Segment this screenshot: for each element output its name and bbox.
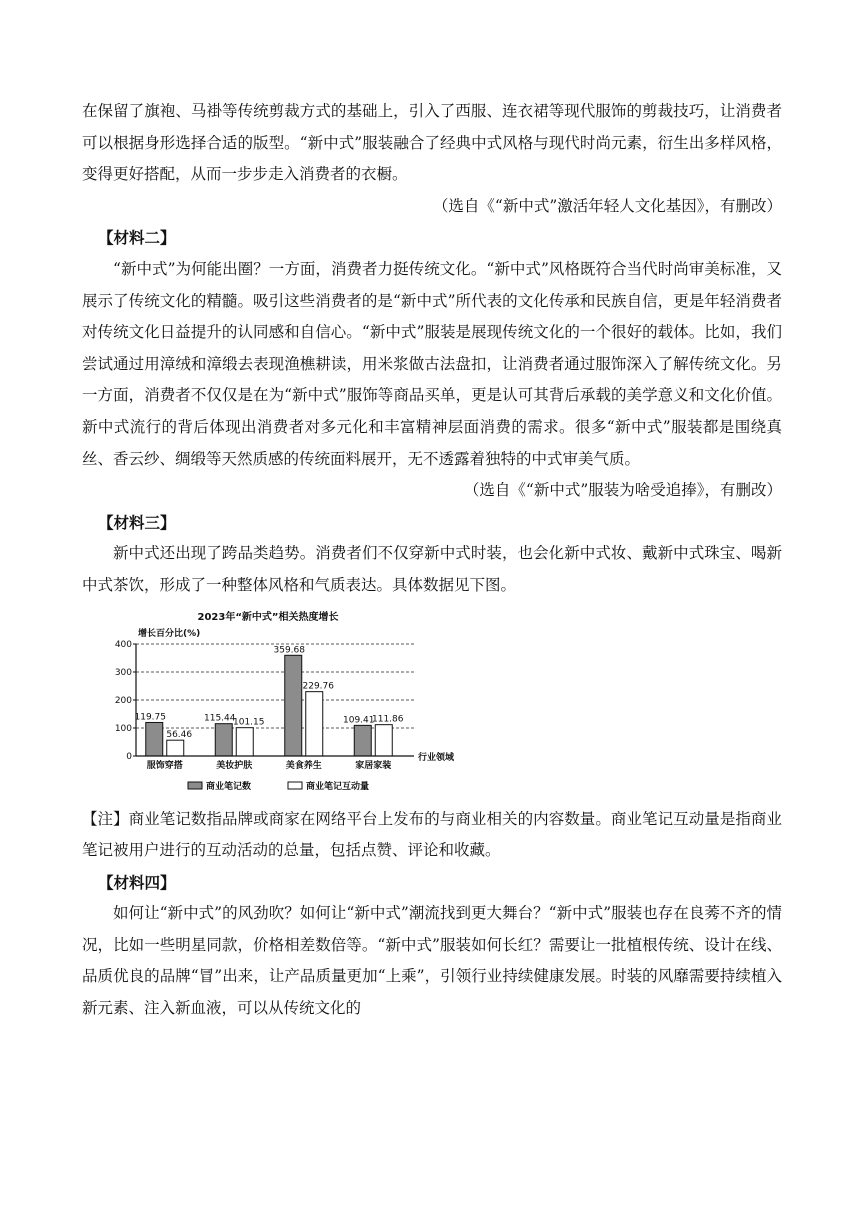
- y-tick-label: 300: [114, 667, 132, 678]
- data-label: 111.86: [372, 714, 404, 725]
- bar: [146, 722, 163, 756]
- material-2-body: “新中式”为何能出圈？一方面，消费者力挺传统文化。“新中式”风格既符合当代时尚审美标准，又展示了传统文化的精髓。吸引这些消费者的是“新中式”所代表的文化传承和民族自信，更是年轻消费者对传统文化日益提升的认同感和自信心。“新中式”服装是展现传统文化的一个很好的载体。比如，我们尝试通过用漳绒和漳缎去表现渔樵耕读，用米浆做古法盘扣，让消费者通过服饰深入了解传统文化。另一方面，消费者不仅仅是在为“新中式”服饰等商品买单，更是认可其背后承载的美学意义和文化价值。新中式流行的背后体现出消费者对多元化和丰富精神层面消费的需求。很多“新中式”服装都是围绕真丝、香云纱、绸缎等天然质感的传统面料展开，无不透露着独特的中式审美气质。: [82, 259, 782, 468]
- bar: [306, 691, 323, 755]
- material-3-heading: 【材料三】: [98, 512, 176, 532]
- x-tick-label: 家居家装: [355, 760, 392, 771]
- y-tick-label: 0: [126, 751, 132, 762]
- document-page: [82, 96, 782, 1025]
- bar: [375, 724, 392, 755]
- source-citation-1: （选自《“新中式”激活年轻人文化基因》，有删改）: [432, 196, 782, 215]
- bar: [236, 727, 253, 755]
- bar-chart-svg: [114, 608, 478, 798]
- data-label: 359.68: [273, 644, 305, 655]
- material-3-body: 新中式还出现了跨品类趋势。消费者们不仅穿新中式时装，也会化新中式妆、戴新中式珠宝、喝新中式茶饮，形成了一种整体风格和气质表达。具体数据见下图。: [82, 544, 782, 594]
- data-label: 109.41: [343, 714, 375, 725]
- x-tick-label: 美妆护肤: [216, 760, 253, 771]
- source-citation-2: （选自《“新中式”服装为啥受追捧》，有删改）: [463, 481, 782, 500]
- material-4-body: 如何让“新中式”的风劲吹？如何让“新中式”潮流找到更大舞台？“新中式”服装也存在良莠不齐的情况，比如一些明星同款，价格相差数倍等。“新中式”服装如何长红？需要让一批植根传统、设计在线、品质优良的品牌“冒”出来，让产品质量更加“上乘”，引领行业持续健康发展。时装的风靡需要持续植入新元素、注入新血液，可以从传统文化的: [82, 904, 782, 1018]
- legend-label: 商业笔记数: [206, 781, 252, 792]
- legend-swatch: [188, 782, 202, 789]
- legend-swatch: [288, 782, 302, 789]
- y-tick-label: 200: [114, 695, 132, 706]
- x-tick-label: 美食养生: [285, 760, 322, 771]
- bar: [167, 740, 184, 756]
- x-tick-label: 服饰穿搭: [146, 760, 183, 771]
- data-label: 101.15: [233, 717, 265, 728]
- y-tick-label: 400: [114, 639, 132, 650]
- material-4-heading: 【材料四】: [98, 872, 176, 892]
- data-label: 56.46: [166, 729, 193, 740]
- chart-title: 2023年“新中式”相关热度增长: [197, 611, 339, 623]
- bar: [215, 723, 232, 755]
- chart-y-axis-label: 增长百分比(%): [138, 628, 201, 639]
- bar-chart: [114, 608, 478, 798]
- data-label: 119.75: [134, 711, 166, 722]
- y-tick-label: 100: [114, 723, 132, 734]
- bar: [354, 725, 371, 756]
- chart-note: 【注】商业笔记数指品牌或商家在网络平台上发布的与商业相关的内容数量。商业笔记互动量是指商业笔记被用户进行的互动活动的总量，包括点赞、评论和收藏。: [82, 809, 782, 860]
- data-label: 115.44: [204, 713, 236, 724]
- legend-label: 商业笔记互动量: [306, 781, 370, 792]
- data-label: 229.76: [302, 681, 334, 692]
- bar: [285, 655, 302, 756]
- chart-x-axis-label: 行业领域: [418, 752, 455, 763]
- paragraph-top: 在保留了旗袍、马褂等传统剪裁方式的基础上，引入了西服、连衣裙等现代服饰的剪裁技巧，让消费者可以根据身形选择合适的版型。“新中式”服装融合了经典中式风格与现代时尚元素，衍生出多样风格，变得更好搭配，从而一步步走入消费者的衣橱。: [82, 102, 782, 184]
- material-2-heading: 【材料二】: [98, 228, 176, 248]
